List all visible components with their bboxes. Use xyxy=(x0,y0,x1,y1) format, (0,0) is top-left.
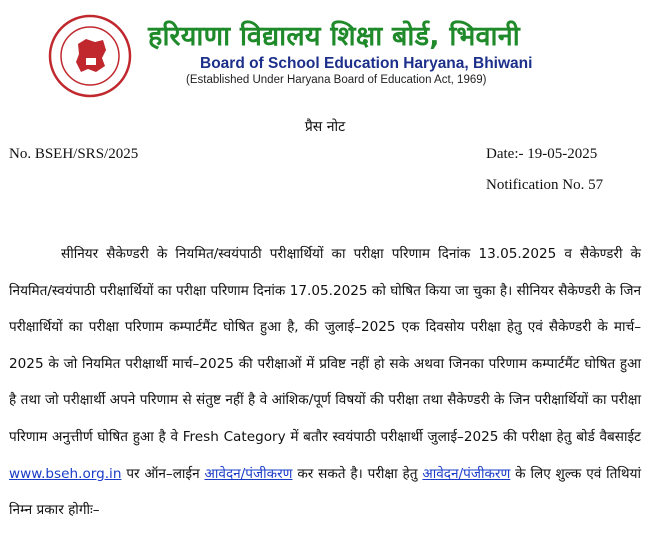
body-text-3: कर सकते है। परीक्षा हेतु xyxy=(297,465,418,482)
body-text-2: पर ऑन–लाईन xyxy=(126,465,200,482)
established-note: (Established Under Haryana Board of Education Act, 1969) xyxy=(186,74,487,86)
board-logo xyxy=(48,14,132,98)
body-text-1: सीनियर सैकेण्डरी के नियमित/स्वयंपाठी परीक्षार्थियों का परीक्षा परिणाम दिनांक 13.05.2025 व सैकेण्डरी के नियमित/स्वयंपाठी परीक्षार्थियों का परीक्षा परिणाम दिनांक 17.05.2025 को घोषित किया जा चुका है। सीनियर सैकेण्डरी के जिन परीक्षार्थियों का परीक्षा परिणाम कम्पार्टमैंट घोषित हुआ है, की जुलाई–2025 एक दिवसोय परीक्षा हेतु एवं सैकेण्डरी के मार्च–2025 के जो नियमित परीक्षार्थी मार्च–2025 की परीक्षाओं में प्रविष्ट नहीं हो सके अथवा जिनका परिणाम कम्पार्टमैंट घोषित हुआ है तथा जो परीक्षार्थी अपने परिणाम से संतुष्ट नहीं है वे आंशिक/पूर्ण विषयों की परीक्षा तथा सैकेण्डरी के जिन परीक्षार्थियों का परीक्षा परिणाम अनुत्तीर्ण घोषित हुआ है वे Fresh Category में बतौर स्वयंपाठी परीक्षार्थी जुलाई–2025 की परीक्षा हेतु बोर्ड वैबसाईट xyxy=(9,246,642,445)
date: Date:- 19-05-2025 xyxy=(486,146,598,162)
notice-body xyxy=(9,236,641,529)
board-name-english: Board of School Education Haryana, Bhiwani xyxy=(200,55,533,72)
board-name-hindi: हरियाणा विद्यालय शिक्षा बोर्ड, भिवानी xyxy=(148,21,520,52)
letterhead xyxy=(0,0,650,100)
reference-number: No. BSEH/SRS/2025 xyxy=(9,146,139,162)
press-note-heading: प्रैस नोट xyxy=(304,119,346,135)
body-text-4: के लिए शुल्क एवं तिथियां निम्न प्रकार होगीः– xyxy=(9,465,642,519)
website-link[interactable]: www.bseh.org.in xyxy=(9,465,122,482)
apply-register-link[interactable]: आवेदन/पंजीकरण xyxy=(204,465,293,482)
notification-number: Notification No. 57 xyxy=(486,177,604,193)
apply-register-link-2[interactable]: आवेदन/पंजीकरण xyxy=(422,465,511,482)
